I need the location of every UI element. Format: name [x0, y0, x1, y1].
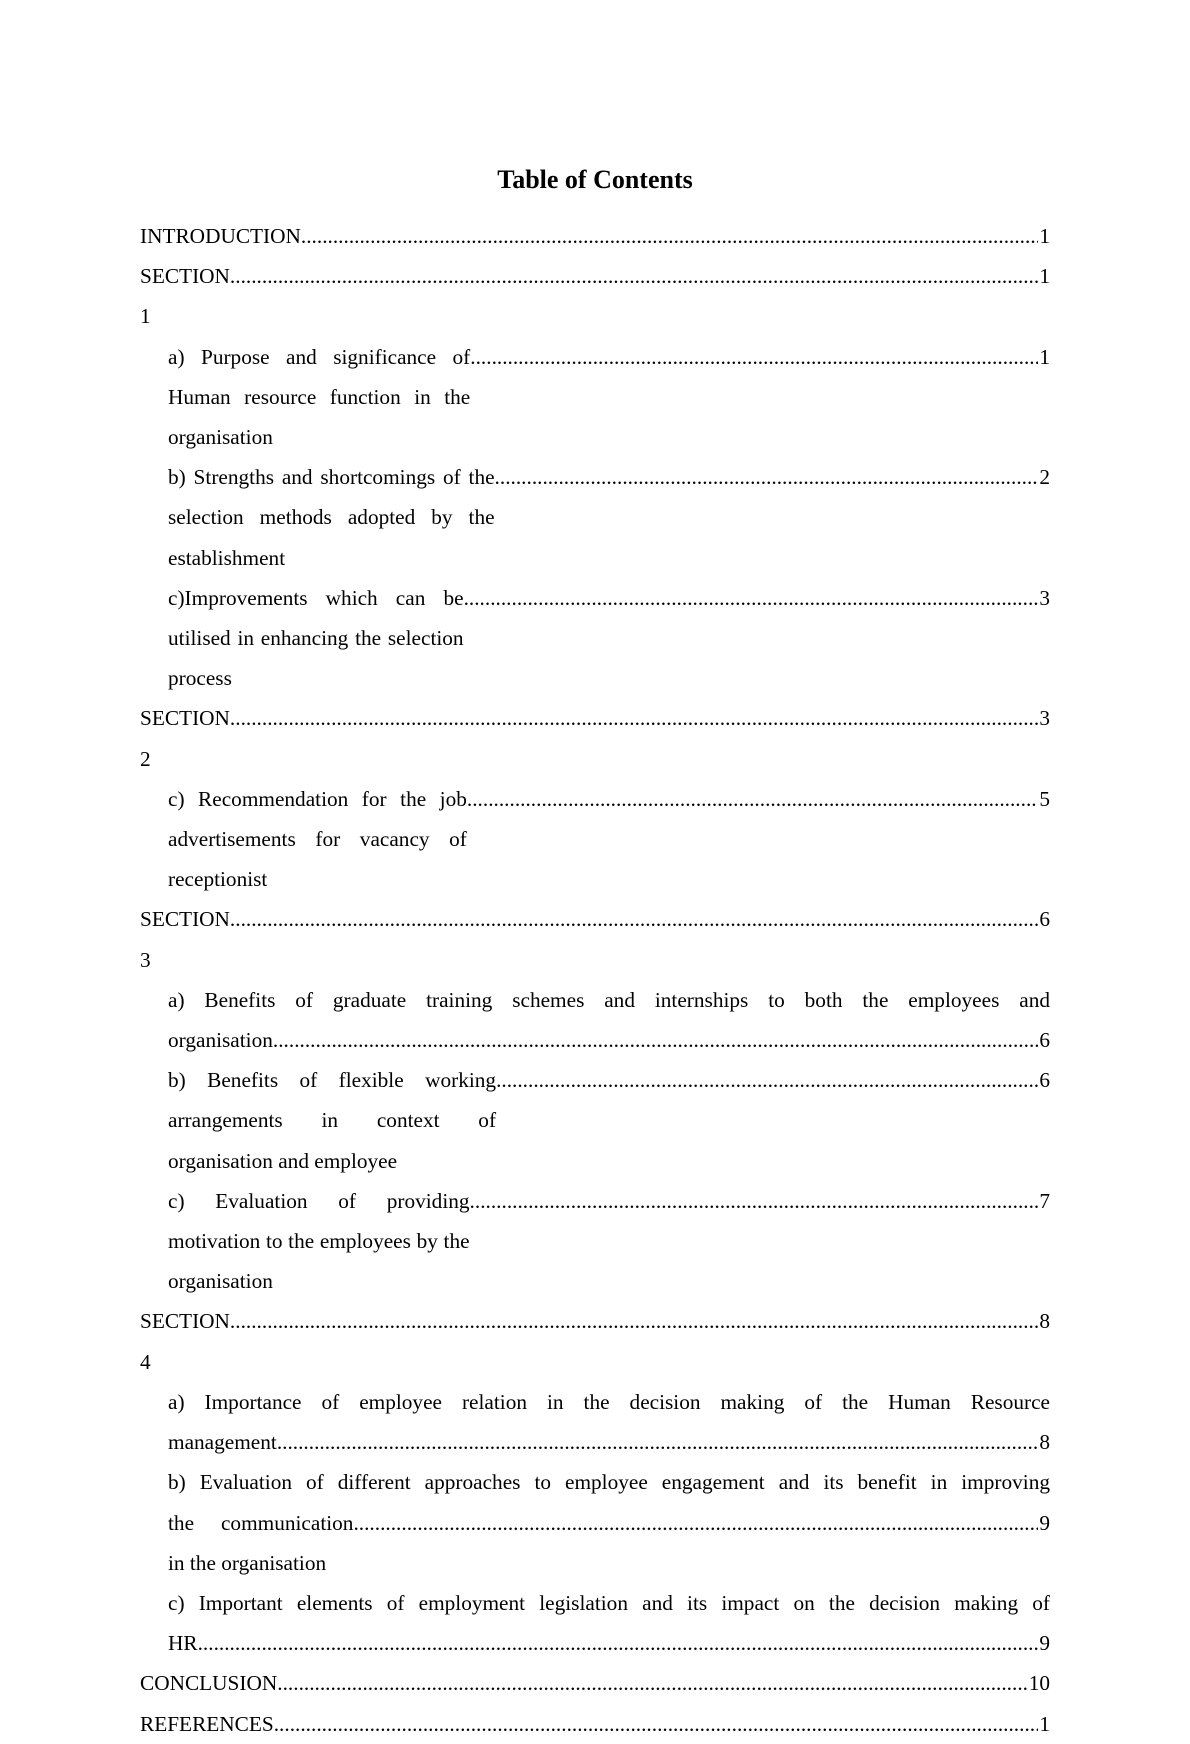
toc-entry-label: SECTION 1 — [140, 264, 230, 329]
toc-entry-1c[interactable] — [140, 578, 1050, 699]
toc-page-number: 6 — [1039, 1068, 1050, 1093]
dot-leader — [230, 1301, 1038, 1341]
toc-page-number: 6 — [1039, 907, 1050, 932]
dot-leader — [464, 578, 1039, 618]
toc-page-number: 5 — [1039, 786, 1050, 811]
toc-entry-label: REFERENCES — [140, 1711, 274, 1736]
toc-entry-4b[interactable] — [140, 1462, 1050, 1583]
toc-entry-label-line2: management — [168, 1430, 277, 1455]
dot-leader — [496, 1060, 1038, 1100]
toc-entry-label: SECTION 2 — [140, 706, 230, 771]
dot-leader — [230, 899, 1038, 939]
toc-entry-label-line1: a) Benefits of graduate training schemes and internships to both the employees and — [168, 987, 1050, 1012]
toc-page-number: 1 — [1039, 344, 1050, 369]
toc-entry-label: c)Improvements which can be utilised in enhancing the selection process — [168, 585, 464, 691]
toc-entry-introduction[interactable] — [140, 216, 1050, 256]
toc-entry-label: SECTION 3 — [140, 907, 230, 972]
toc-entry-label: SECTION 4 — [140, 1309, 230, 1374]
dot-leader — [470, 1181, 1039, 1221]
dot-leader — [467, 779, 1038, 819]
toc-entry-1b[interactable] — [140, 457, 1050, 578]
toc-entry-section-3[interactable] — [140, 899, 1050, 979]
toc-entry-3a[interactable] — [140, 980, 1050, 1060]
toc-entry-1a[interactable] — [140, 337, 1050, 458]
toc-page-number: 8 — [1039, 1309, 1050, 1334]
dot-leader — [230, 698, 1038, 738]
toc-entry-section-2[interactable] — [140, 698, 1050, 778]
toc-page-number: 9 — [1039, 1631, 1050, 1656]
dot-leader — [301, 216, 1038, 256]
table-of-contents — [140, 216, 1050, 1744]
toc-page-number: 10 — [1028, 1671, 1050, 1696]
toc-entry-label: c) Evaluation of providing motivation to the employees by the organisation — [168, 1188, 470, 1294]
dot-leader — [277, 1663, 1027, 1703]
toc-entry-label: b) Benefits of flexible working arrangements in context of organisation and employee — [168, 1068, 497, 1173]
toc-page-number: 1 — [1039, 224, 1050, 248]
toc-page-number: 1 — [1039, 1711, 1050, 1736]
toc-entry-section-1[interactable] — [140, 256, 1050, 336]
dot-leader — [198, 1623, 1039, 1663]
dot-leader — [277, 1422, 1039, 1462]
toc-entry-2c[interactable] — [140, 779, 1050, 900]
dot-leader — [470, 337, 1038, 377]
dot-leader — [230, 256, 1038, 296]
toc-page-number: 1 — [1039, 264, 1050, 289]
toc-entry-label-line2: HR — [168, 1631, 198, 1656]
toc-entry-4c[interactable] — [140, 1583, 1050, 1663]
toc-page-number: 7 — [1039, 1188, 1050, 1213]
toc-entry-label-line1: b) Evaluation of different approaches to employee engagement and its benefit in improving — [168, 1470, 1050, 1495]
toc-page-number: 9 — [1039, 1510, 1050, 1535]
dot-leader — [353, 1503, 1038, 1543]
toc-title: Table of Contents — [497, 165, 693, 194]
toc-entry-label-line2: the communication in the organisation — [168, 1510, 354, 1575]
toc-page-number: 3 — [1039, 706, 1050, 731]
toc-entry-label-line2: organisation — [168, 1028, 273, 1053]
toc-page-number: 2 — [1039, 465, 1050, 490]
dot-leader — [273, 1020, 1038, 1060]
toc-page-number: 3 — [1039, 585, 1050, 610]
toc-entry-label: a) Purpose and significance of Human resource function in the organisation — [168, 344, 471, 450]
toc-entry-references[interactable] — [140, 1704, 1050, 1744]
toc-entry-label: CONCLUSION — [140, 1671, 278, 1696]
toc-entry-conclusion[interactable] — [140, 1663, 1050, 1703]
dot-leader — [274, 1704, 1039, 1744]
toc-entry-3c[interactable] — [140, 1181, 1050, 1302]
toc-entry-3b[interactable] — [140, 1060, 1050, 1181]
toc-entry-4a[interactable] — [140, 1382, 1050, 1462]
toc-entry-label: INTRODUCTION — [140, 224, 301, 248]
toc-entry-label: c) Recommendation for the job advertisements for vacancy of receptionist — [168, 786, 467, 892]
toc-page-number: 6 — [1039, 1028, 1050, 1053]
dot-leader — [495, 457, 1039, 497]
toc-page-number: 8 — [1039, 1430, 1050, 1455]
toc-entry-label-line1: a) Importance of employee relation in the decision making of the Human Resource — [168, 1389, 1050, 1414]
toc-entry-label-line1: c) Important elements of employment legislation and its impact on the decision making of — [168, 1590, 1050, 1615]
toc-entry-label: b) Strengths and shortcomings of the selection methods adopted by the establishment — [168, 465, 495, 570]
toc-entry-section-4[interactable] — [140, 1301, 1050, 1381]
